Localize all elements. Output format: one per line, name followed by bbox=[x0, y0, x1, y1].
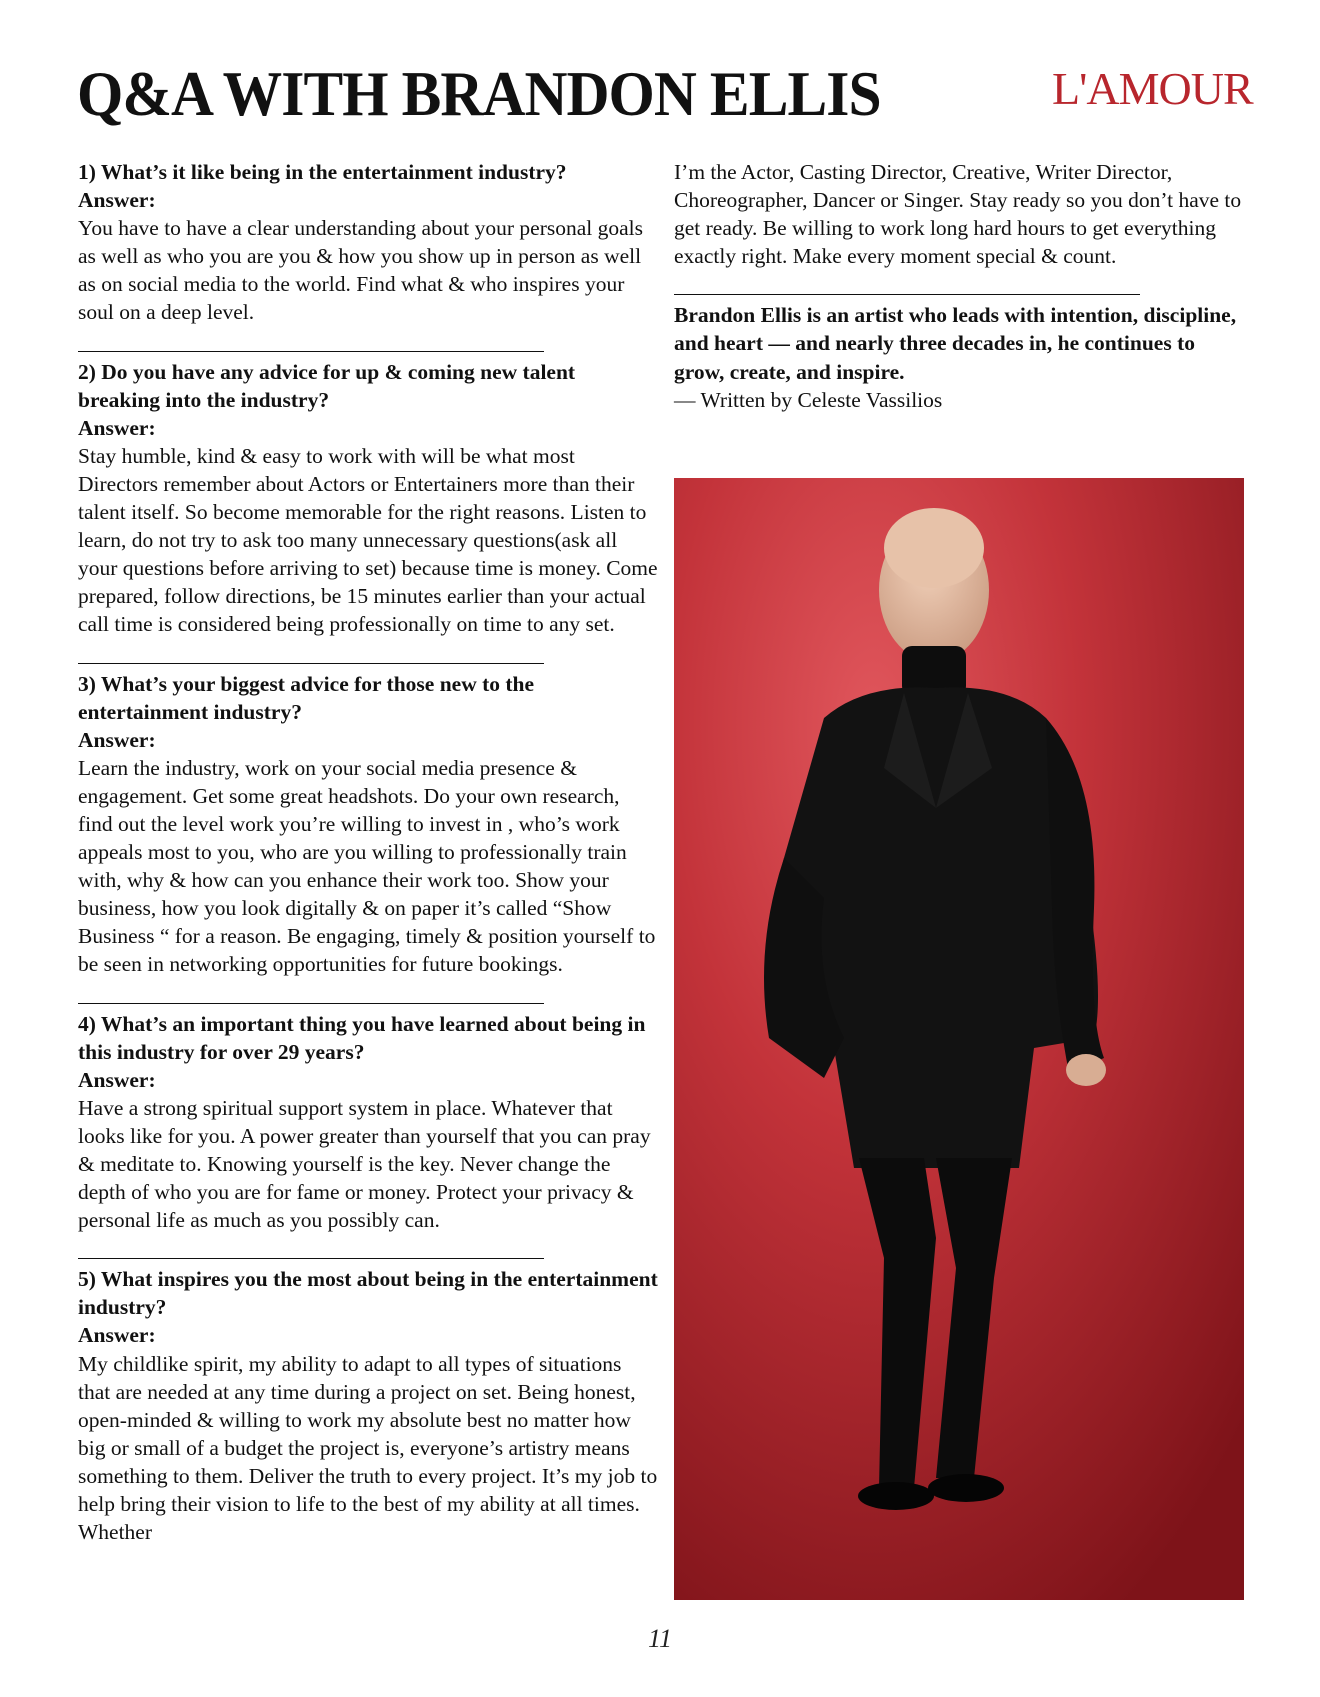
page-number: 11 bbox=[647, 1624, 673, 1653]
question-2: 2) Do you have any advice for up & coming new talent breaking into the industry? bbox=[78, 359, 576, 412]
answer-5: My childlike spirit, my ability to adapt to all types of situations that are needed at any time during a project on set. Being honest, open-minded & willing to work my absolute best no matter how big or small of a budget the project is, everyone’s artistry means something to them. Deliver the truth to every project. It’s my job to help bring their vision to life to the best of my ability at all times. Whether bbox=[78, 1351, 658, 1545]
author-bio: Brandon Ellis is an artist who leads with intention, discipline, and heart — and nearly three decades in, he continues to grow, create, and inspire. bbox=[674, 303, 1237, 384]
left-column bbox=[78, 158, 658, 1570]
answer-3: Learn the industry, work on your social media presence & engagement. Get some great headshots. Do your own research, find out the level work you’re willing to invest in , who’s work appeals most to you, who are you willing to professionally train with, why & how can you enhance their work too. Show your business, how you look digitally & on paper it’s called “Show Business “ for a reason. Be engaging, timely & position yourself to be seen in networking opportunities for future bookings. bbox=[78, 755, 656, 977]
portrait-illustration bbox=[674, 478, 1244, 1600]
answer-label-2: Answer: bbox=[78, 415, 156, 440]
right-column bbox=[674, 158, 1249, 414]
answer-1: You have to have a clear understanding about your personal goals as well as who you are you & how you show up in person as well as on social media to the world. Find what & who inspires your soul on a deep level. bbox=[78, 216, 644, 325]
byline: — Written by Celeste Vassilios bbox=[674, 387, 943, 412]
portrait-photo bbox=[674, 478, 1244, 1600]
divider bbox=[78, 1258, 544, 1259]
divider bbox=[78, 351, 544, 352]
question-1: 1) What’s it like being in the entertainment industry? bbox=[78, 160, 567, 184]
magazine-logo: L'AMOUR bbox=[1052, 63, 1253, 114]
divider bbox=[674, 294, 1140, 295]
answer-label-3: Answer: bbox=[78, 727, 156, 752]
divider bbox=[78, 663, 544, 664]
qa-item-1 bbox=[78, 158, 658, 327]
answer-label-5: Answer: bbox=[78, 1323, 156, 1348]
answer-2: Stay humble, kind & easy to work with will be what most Directors remember about Actors or Entertainers more than their talent itself. So become memorable for the right reasons. Listen to learn, do not try to ask too many unnecessary questions(ask all your questions before arriving to set) because time is money. Come prepared, follow directions, be 15 minutes earlier than your actual call time is considered being professionally on time to any set. bbox=[78, 443, 658, 637]
qa-item-2 bbox=[78, 358, 658, 639]
qa-item-4 bbox=[78, 1010, 658, 1235]
page-title: Q&A WITH BRANDON ELLIS bbox=[77, 58, 881, 129]
answer-4: Have a strong spiritual support system in place. Whatever that looks like for you. A power greater than yourself that you can pray & meditate to. Knowing yourself is the key. Never change the depth of who you are for fame or money. Protect your privacy & personal life as much as you possibly can. bbox=[78, 1095, 651, 1233]
answer-label-4: Answer: bbox=[78, 1067, 156, 1092]
answer-label-1: Answer: bbox=[78, 188, 156, 213]
qa-item-3 bbox=[78, 670, 658, 979]
question-5: 5) What inspires you the most about being in the entertainment industry? bbox=[78, 1267, 658, 1320]
question-4: 4) What’s an important thing you have learned about being in this industry for over 29 years? bbox=[78, 1011, 646, 1064]
qa-item-5 bbox=[78, 1265, 658, 1546]
question-3: 3) What’s your biggest advice for those new to the entertainment industry? bbox=[78, 671, 535, 724]
divider bbox=[78, 1003, 544, 1004]
answer-5-continuation: I’m the Actor, Casting Director, Creative, Writer Director, Choreographer, Dancer or Singer. Stay ready so you don’t have to get ready. Be willing to work long hard hours to get everything exactly right. Make every moment special & count. bbox=[674, 160, 1242, 269]
